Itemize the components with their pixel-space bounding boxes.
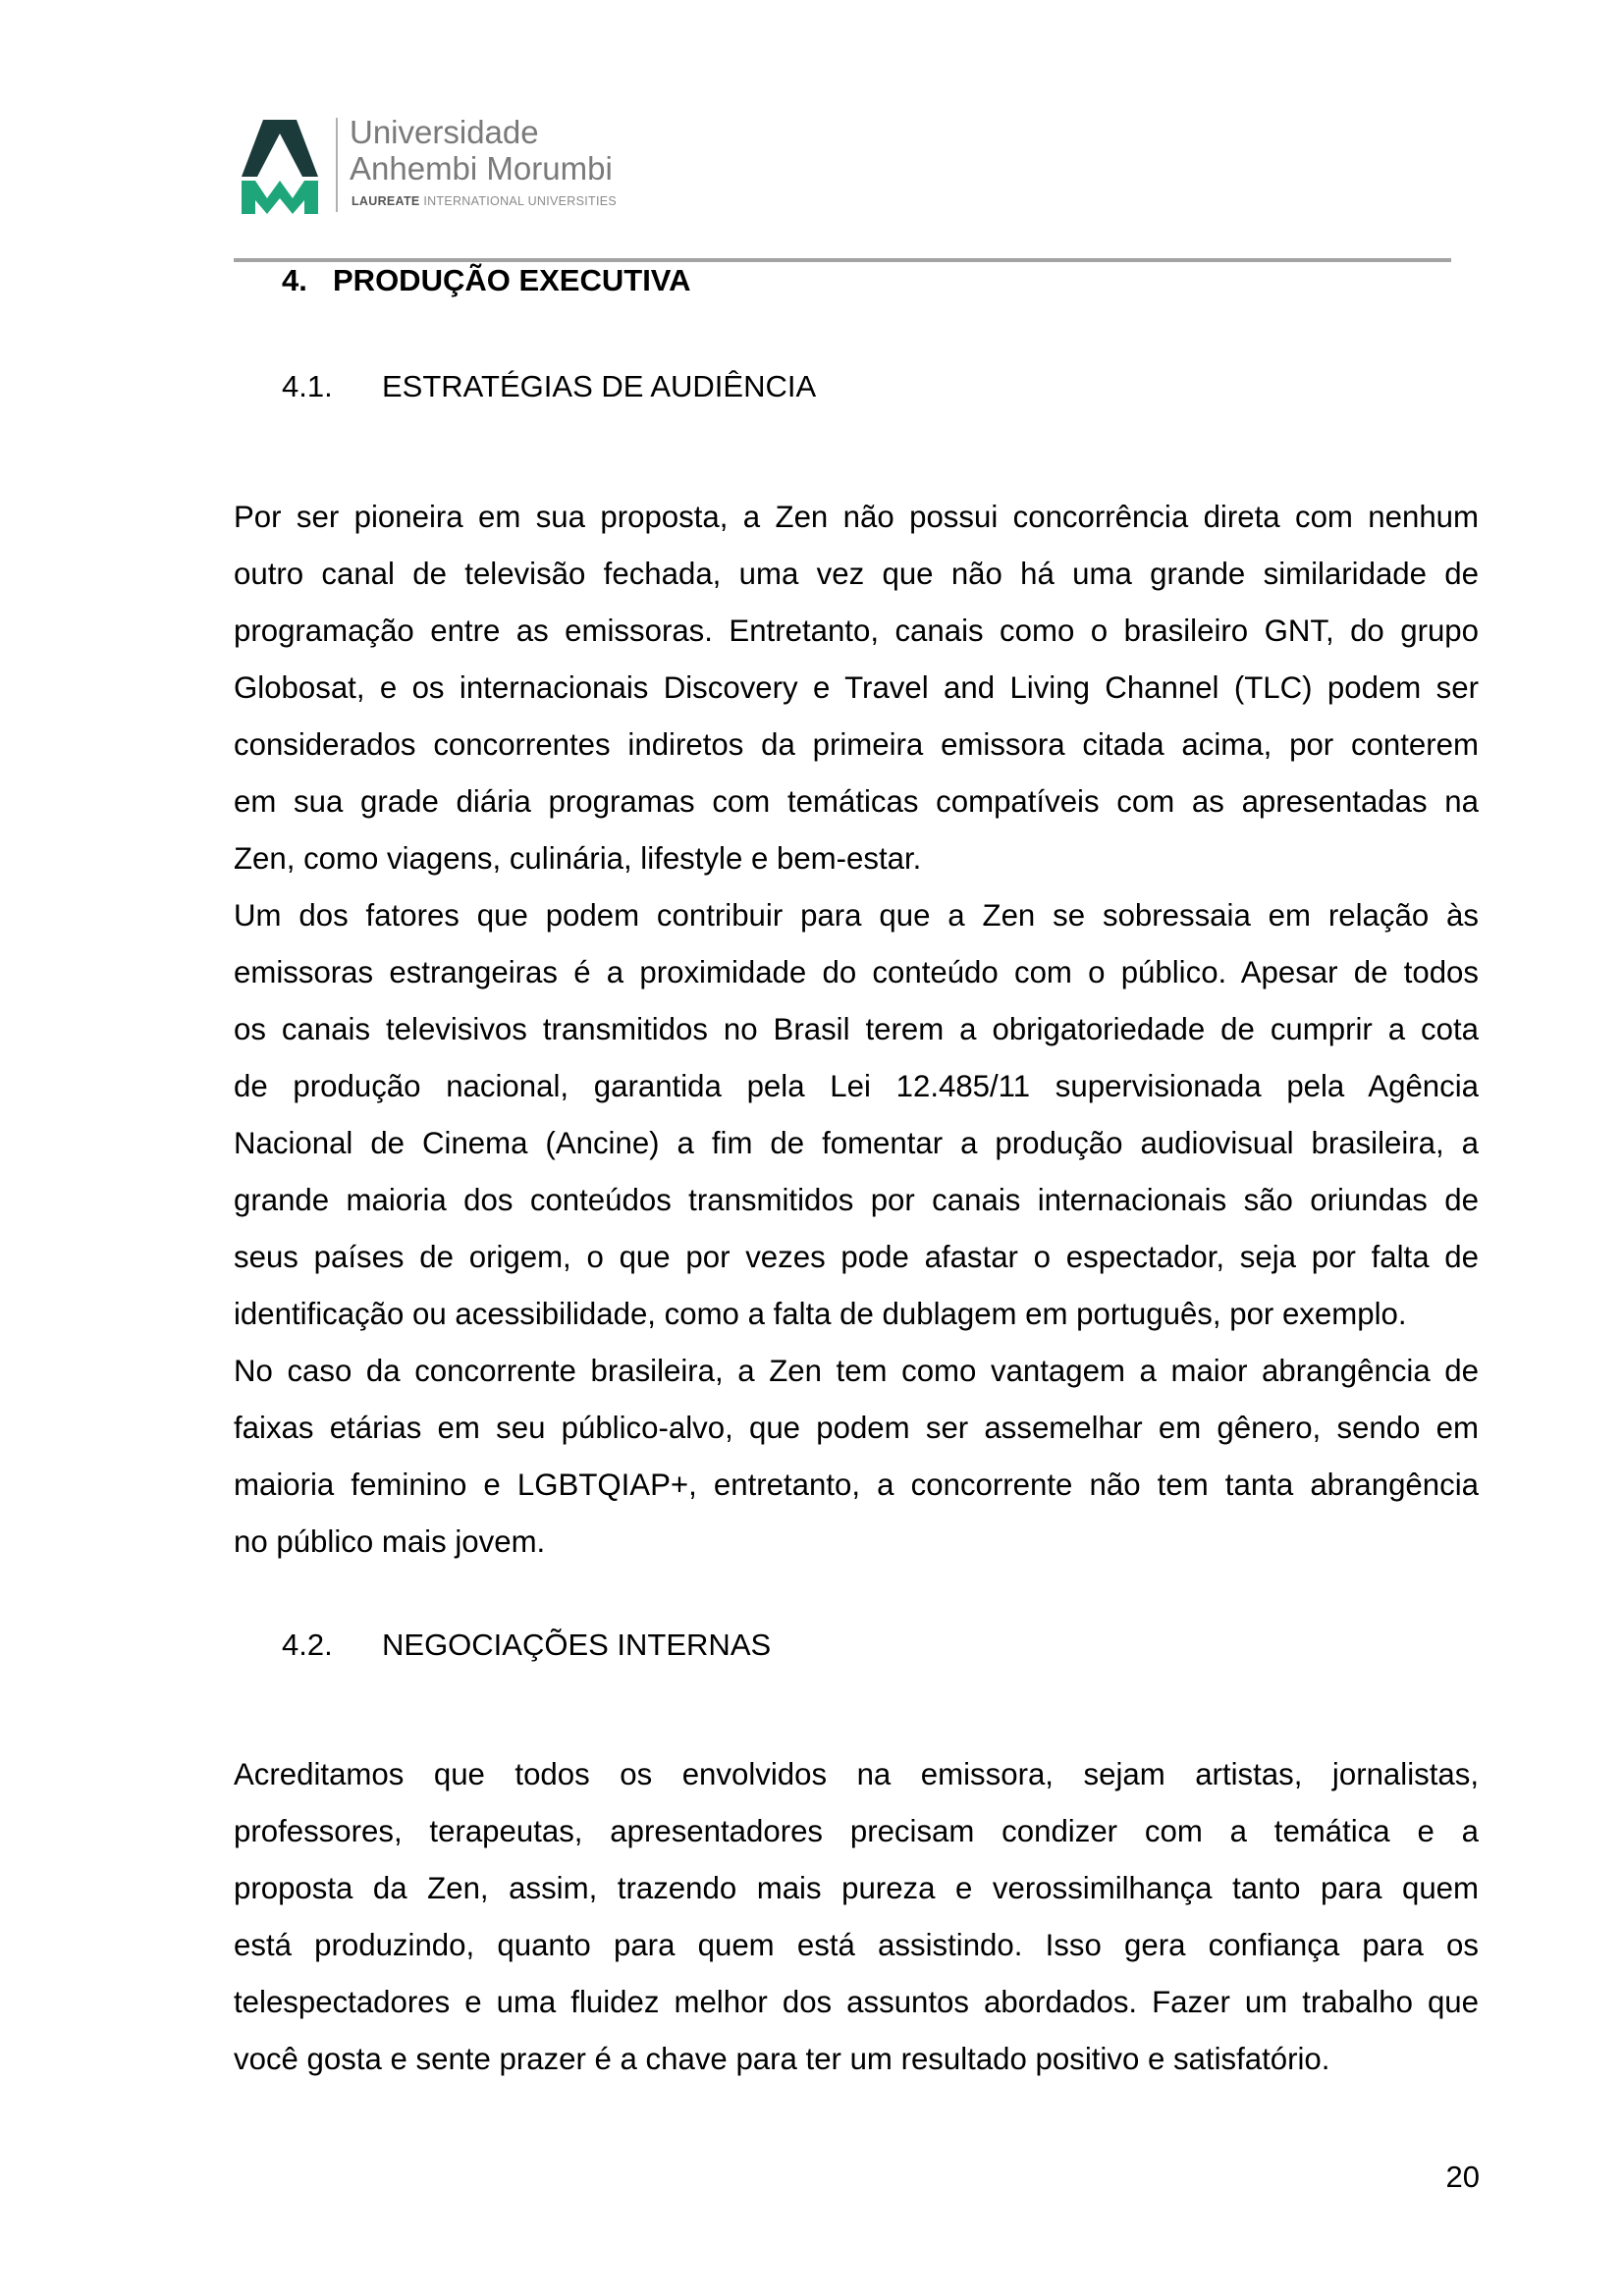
text-line: outro canal de televisão fechada, uma vez que não há uma grande similaridade de [234,557,1479,591]
logo-name-line1: Universidade [350,114,539,150]
text-line: maioria feminino e LGBTQIAP+, entretanto, a concorrente não tem tanta abrangência [234,1468,1479,1502]
text-line: Acreditamos que todos os envolvidos na emissora, sejam artistas, jornalistas, [234,1757,1479,1791]
logo-name-line2: Anhembi Morumbi [350,150,613,187]
text-line: identificação ou acessibilidade, como a falta de dublagem em português, por exemplo. [234,1297,1407,1331]
subsection-heading-4-1 [282,367,816,406]
text-line: no público mais jovem. [234,1524,546,1559]
text-line: professores, terapeutas, apresentadores precisam condizer com a temática e a [234,1814,1479,1848]
text-line: considerados concorrentes indiretos da primeira emissora citada acima, por conterem [234,727,1479,762]
paragraph-audience-2 [234,887,1479,1343]
text-line: Zen, como viagens, culinária, lifestyle e bem-estar. [234,841,922,876]
text-line: grande maioria dos conteúdos transmitidos por canais internacionais são oriundas de [234,1183,1479,1217]
text-line: emissoras estrangeiras é a proximidade do conteúdo com o público. Apesar de todos [234,955,1479,989]
text-line: está produzindo, quanto para quem está assistindo. Isso gera confiança para os [234,1928,1479,1962]
text-line: faixas etárias em seu público-alvo, que podem ser assemelhar em gênero, sendo em [234,1411,1479,1445]
page-number: 20 [1445,2160,1480,2194]
section-title: PRODUÇÃO EXECUTIVA [333,263,691,297]
section-number: 4. [282,263,307,297]
paragraph-audience-3 [234,1343,1479,1571]
text-line: os canais televisivos transmitidos no Brasil terem a obrigatoriedade de cumprir a cota [234,1012,1479,1046]
text-line: Um dos fatores que podem contribuir para que a Zen se sobressaia em relação às [234,898,1479,933]
text-line: No caso da concorrente brasileira, a Zen tem como vantagem a maior abrangência de [234,1354,1479,1388]
paragraph-audience-1 [234,489,1479,887]
text-line: você gosta e sente prazer é a chave para ter um resultado positivo e satisfatório. [234,2042,1330,2076]
text-line: Por ser pioneira em sua proposta, a Zen não possui concorrência direta com nenhum [234,500,1479,534]
university-logo [242,110,634,218]
text-line: programação entre as emissoras. Entretanto, canais como o brasileiro GNT, do grupo [234,614,1479,648]
anhembi-morumbi-logo-icon [242,120,318,214]
text-line: de produção nacional, garantida pela Lei 12.485/11 supervisionada pela Agência [234,1069,1479,1103]
logo-tagline-rest: INTERNATIONAL UNIVERSITIES [423,194,618,208]
paragraph-internal-negotiations [234,1746,1479,2088]
logo-tagline-bold: LAUREATE [352,194,420,208]
logo-university-name [350,114,613,187]
text-line: telespectadores e uma fluidez melhor dos assuntos abordados. Fazer um trabalho que [234,1985,1479,2019]
text-line: proposta da Zen, assim, trazendo mais pureza e verossimilhança tanto para quem [234,1871,1479,1905]
logo-divider [336,118,338,212]
logo-tagline [352,194,617,208]
section-heading [282,261,691,300]
text-line: Globosat, e os internacionais Discovery e Travel and Living Channel (TLC) podem ser [234,670,1479,705]
subsection-title: ESTRATÉGIAS DE AUDIÊNCIA [382,369,817,403]
subsection-number: 4.2. [282,1628,333,1662]
text-line: em sua grade diária programas com temáticas compatíveis com as apresentadas na [234,784,1479,819]
text-line: Nacional de Cinema (Ancine) a fim de fomentar a produção audiovisual brasileira, a [234,1126,1479,1160]
subsection-number: 4.1. [282,369,333,403]
text-line: seus países de origem, o que por vezes pode afastar o espectador, seja por falta de [234,1240,1479,1274]
subsection-heading-4-2 [282,1626,771,1665]
subsection-title: NEGOCIAÇÕES INTERNAS [382,1628,772,1662]
